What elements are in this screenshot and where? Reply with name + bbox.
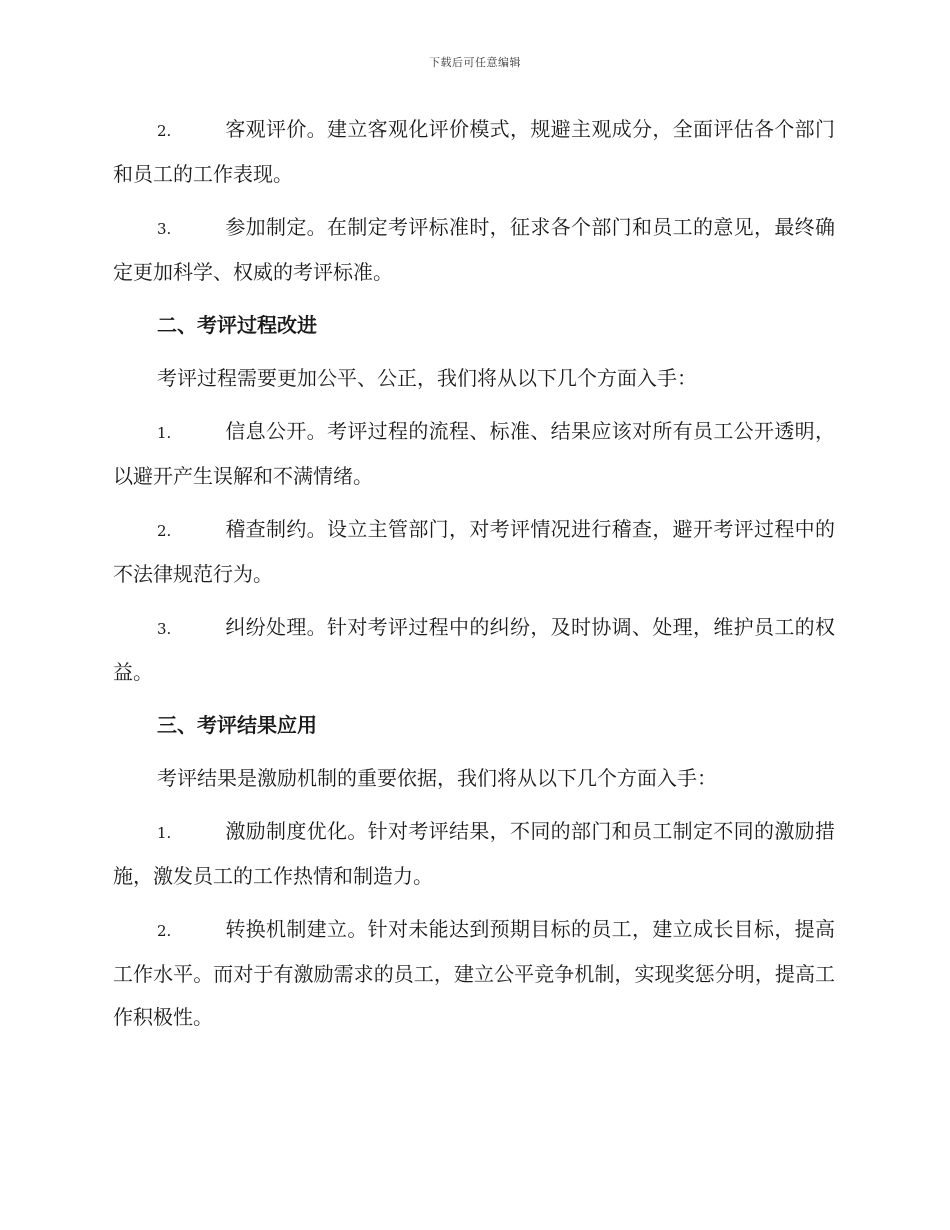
list-item-number: 1. xyxy=(157,824,172,842)
list-item-number: 1. xyxy=(157,424,172,442)
list-item-text: 参加制定。在制定考评标准时，征求各个部门和员工的意见，最终确定更加科学、权威的考评标准。 xyxy=(113,215,835,284)
list-item-text: 转换机制建立。针对未能达到预期目标的员工，建立成长目标，提高工作水平。而对于有激励需求的员工，建立公平竞争机制，实现奖惩分明，提高工作积极性。 xyxy=(113,917,835,1029)
list-item xyxy=(113,108,835,196)
list-item-number: 3. xyxy=(157,620,172,638)
list-item xyxy=(113,606,835,694)
page-header-note: 下载后可任意编辑 xyxy=(429,56,521,69)
list-item-number: 2. xyxy=(157,922,172,940)
document-body xyxy=(113,108,835,1049)
section-heading: 二、考评过程改进 xyxy=(157,313,317,337)
list-item xyxy=(113,206,835,294)
list-item-number: 2. xyxy=(157,522,172,540)
list-item-text: 客观评价。建立客观化评价模式，规避主观成分，全面评估各个部门和员工的工作表现。 xyxy=(113,117,835,186)
section-intro: 考评过程需要更加公平、公正，我们将从以下几个方面入手： xyxy=(157,366,697,390)
list-item-text: 激励制度优化。针对考评结果，不同的部门和员工制定不同的激励措施，激发员工的工作热情和制造力。 xyxy=(113,819,835,888)
section-intro: 考评结果是激励机制的重要依据，我们将从以下几个方面入手： xyxy=(157,766,717,790)
list-item xyxy=(113,508,835,596)
list-item-text: 信息公开。考评过程的流程、标准、结果应该对所有员工公开透明，以避开产生误解和不满情绪。 xyxy=(113,419,835,488)
list-item-text: 稽查制约。设立主管部门，对考评情况进行稽查，避开考评过程中的不法律规范行为。 xyxy=(113,517,835,586)
list-item xyxy=(113,410,835,498)
list-item xyxy=(113,908,835,1039)
list-item-number: 2. xyxy=(157,122,172,140)
list-item-number: 3. xyxy=(157,220,172,238)
list-item xyxy=(113,810,835,898)
section-heading: 三、考评结果应用 xyxy=(157,713,317,737)
list-item-text: 纠纷处理。针对考评过程中的纠纷，及时协调、处理，维护员工的权益。 xyxy=(113,615,835,684)
